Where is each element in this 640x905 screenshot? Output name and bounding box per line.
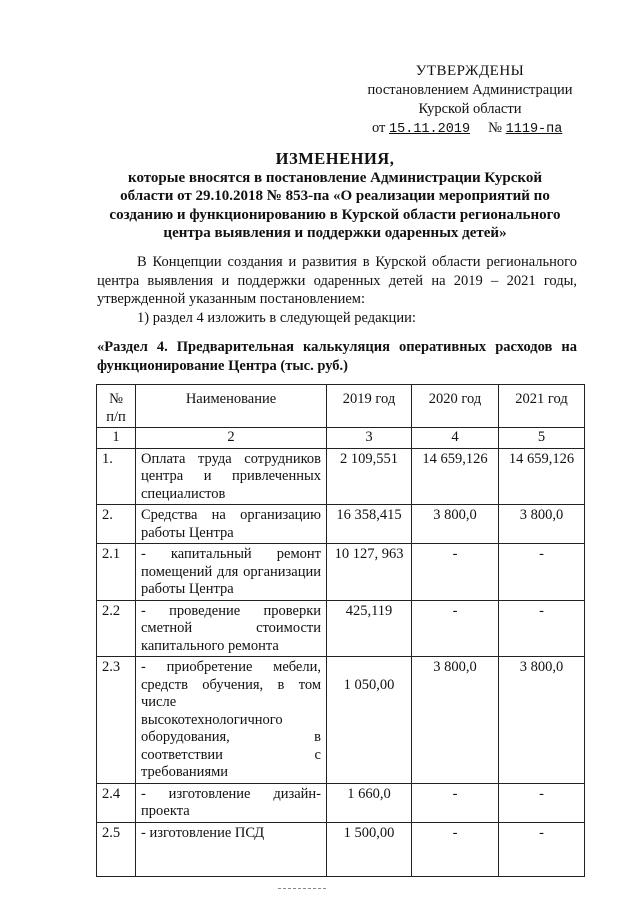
row-name: - изготовление ПСД: [136, 822, 327, 876]
row-2020: -: [412, 600, 499, 657]
col-number-4: 4: [412, 428, 499, 449]
row-name: - изготовление дизайн-проекта: [136, 783, 327, 822]
approval-line-2: Курской области: [418, 101, 522, 117]
row-2019: 1 500,00: [327, 822, 412, 876]
row-number: 2.2: [97, 600, 136, 657]
row-2021: 3 800,0: [499, 657, 585, 784]
table-row: [97, 544, 585, 601]
bottom-divider: [278, 888, 326, 889]
section-heading: «Раздел 4. Предварительная калькуляция оперативных расходов на функционирование Центра (тыс. руб.): [97, 339, 577, 374]
number-label: №: [488, 120, 503, 136]
row-2021: 3 800,0: [499, 505, 585, 544]
header-number: № п/п: [97, 385, 136, 428]
approval-date-line: [360, 119, 580, 139]
intro-paragraph: В Концепции создания и развития в Курской области регионального центра выявления и поддержки одаренных детей на 2019 – 2021 годы, утвержденной указанным постановлением:: [97, 254, 577, 307]
row-2019: 10 127, 963: [327, 544, 412, 601]
from-label: от: [372, 120, 386, 136]
row-2021: -: [499, 783, 585, 822]
row-number: 2.3: [97, 657, 136, 784]
table-header-row: [97, 385, 585, 428]
document-title: [100, 150, 570, 243]
header-2020: 2020 год: [412, 385, 499, 428]
table-row: [97, 448, 585, 505]
row-number: 2.5: [97, 822, 136, 876]
row-2020: -: [412, 783, 499, 822]
row-name: - капитальный ремонт помещений для организации работы Центра: [136, 544, 327, 601]
budget-table: [96, 384, 585, 877]
row-2019: 425,119: [327, 600, 412, 657]
row-number: 2.: [97, 505, 136, 544]
table-row: [97, 783, 585, 822]
row-2019: 1 050,00: [327, 657, 412, 784]
row-number: 2.4: [97, 783, 136, 822]
header-name: Наименование: [136, 385, 327, 428]
table-numbering-row: [97, 428, 585, 449]
row-number: 2.1: [97, 544, 136, 601]
col-number-5: 5: [499, 428, 585, 449]
header-2021: 2021 год: [499, 385, 585, 428]
row-2020: 3 800,0: [412, 505, 499, 544]
row-name: - проведение проверки сметной стоимости капитального ремонта: [136, 600, 327, 657]
table-row: [97, 600, 585, 657]
row-2021: -: [499, 600, 585, 657]
row-2020: 3 800,0: [412, 657, 499, 784]
row-2019: 2 109,551: [327, 448, 412, 505]
approval-date: 15.11.2019: [389, 122, 471, 137]
item-1-paragraph: 1) раздел 4 изложить в следующей редакции:: [137, 310, 416, 326]
row-2021: -: [499, 544, 585, 601]
row-2021: 14 659,126: [499, 448, 585, 505]
row-2020: -: [412, 544, 499, 601]
title-main: ИЗМЕНЕНИЯ,: [275, 149, 395, 168]
approval-line-1: постановлением Администрации: [367, 82, 573, 98]
row-name: Оплата труда сотрудников центра и привлеченных специалистов: [136, 448, 327, 505]
approval-number: 1119-па: [505, 122, 563, 137]
col-number-2: 2: [136, 428, 327, 449]
table-row: [97, 822, 585, 876]
approval-block: [360, 62, 580, 139]
table-row: [97, 657, 585, 784]
col-number-1: 1: [97, 428, 136, 449]
row-name: - приобретение мебели, средств обучения, в том числе высокотехнологичного оборудования, в соответствии с требованиями: [136, 657, 327, 784]
table-row: [97, 505, 585, 544]
col-number-3: 3: [327, 428, 412, 449]
row-2021: -: [499, 822, 585, 876]
row-2019: 16 358,415: [327, 505, 412, 544]
row-2019: 1 660,0: [327, 783, 412, 822]
row-number: 1.: [97, 448, 136, 505]
row-name: Средства на организацию работы Центра: [136, 505, 327, 544]
row-2020: 14 659,126: [412, 448, 499, 505]
header-2019: 2019 год: [327, 385, 412, 428]
approval-heading: УТВЕРЖДЕНЫ: [415, 63, 525, 79]
title-subtitle: которые вносятся в постановление Администрации Курской области от 29.10.2018 № 853-па «О реализации мероприятий по созданию и функционированию в Курской области регионального центра выявления и поддержки одаренных детей»: [109, 169, 561, 241]
row-2020: -: [412, 822, 499, 876]
